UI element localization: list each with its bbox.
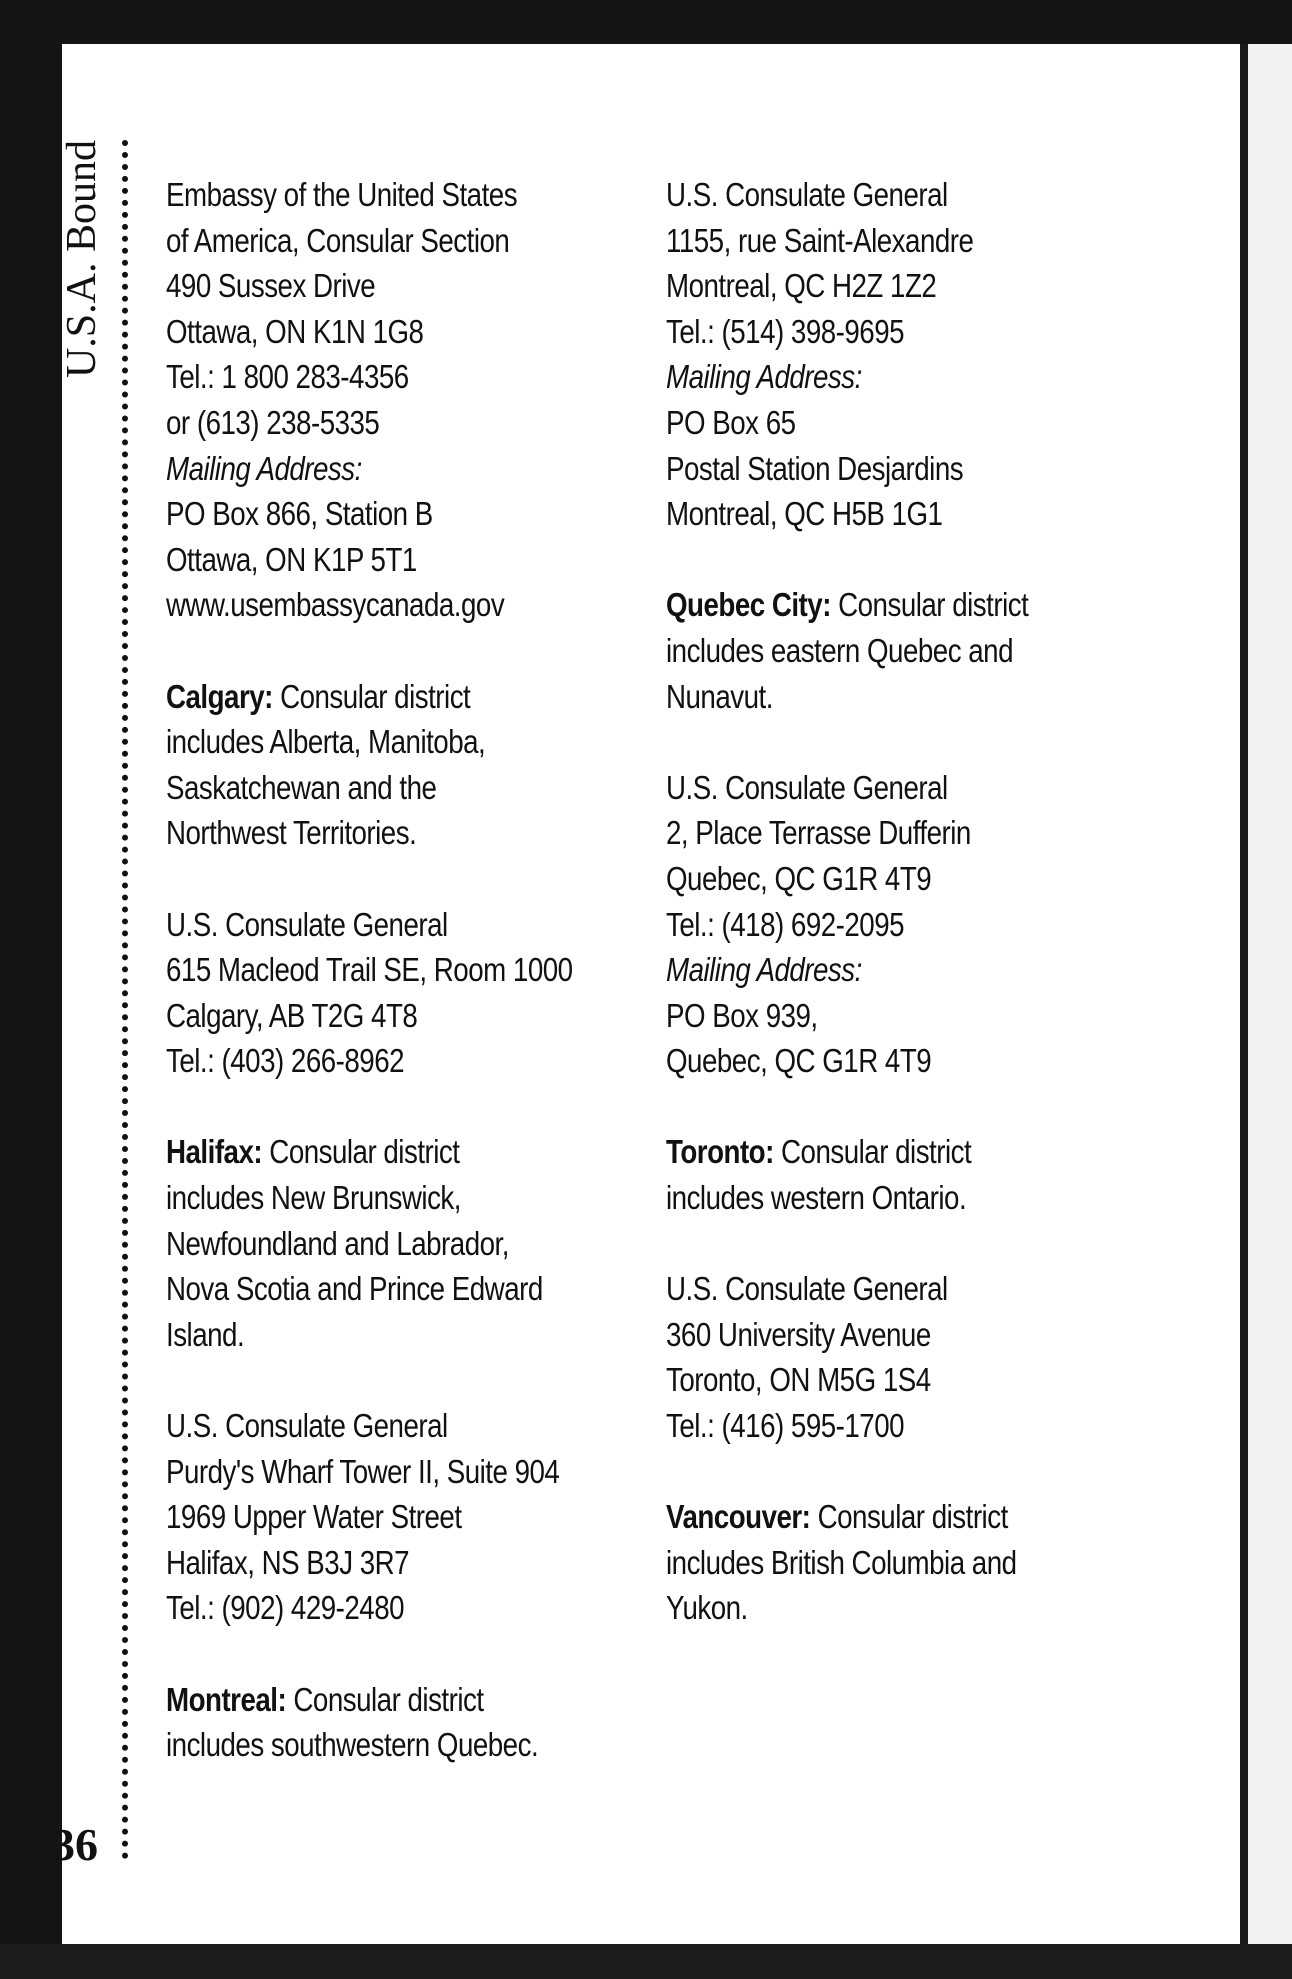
consular-district-entry [166,674,561,856]
address-line: Tel.: (418) 692-2095 [666,905,905,943]
consular-district-entry [666,1494,1061,1631]
district-text: Consular district [810,1498,1008,1536]
left-column [166,172,573,1813]
city-heading: Halifax: [166,1133,263,1171]
text-line [666,1494,1061,1540]
address-line: Tel.: (416) 595-1700 [666,1407,905,1445]
text-line [166,674,561,720]
text-line: Nova Scotia and Prince Edward [166,1270,543,1308]
page-edge-shadow [1240,44,1248,1944]
district-text: Consular district [830,586,1029,624]
consular-district-entry [166,1677,561,1768]
city-heading: Vancouver: [666,1498,811,1536]
address-line: Ottawa, ON K1N 1G8 [166,312,424,350]
address-line: Montreal, QC H2Z 1Z2 [666,267,937,305]
mailing-address-label: Mailing Address: [666,951,862,989]
running-head: U.S.A. Bound [59,140,105,379]
address-line: www.usembassycanada.gov [166,586,505,624]
mailing-address-label: Mailing Address: [166,449,362,487]
mailing-address-label: Mailing Address: [666,358,862,396]
address-line: Montreal, QC H5B 1G1 [666,495,943,533]
scan-border-bottom [0,1944,1292,1979]
text-line: Saskatchewan and the [166,768,437,806]
text-line: includes eastern Quebec and [666,631,1013,669]
consular-district-entry [166,1129,561,1357]
text-line: Northwest Territories. [166,814,417,852]
address-line: Ottawa, ON K1P 5T1 [166,540,417,578]
address-line: Purdy's Wharf Tower II, Suite 904 [166,1452,560,1490]
address-block [166,902,573,1084]
address-line: of America, Consular Section [166,221,510,259]
address-line: Tel.: 1 800 283-4356 [166,358,409,396]
address-block [666,1266,1061,1448]
address-line: 2, Place Terrasse Dufferin [666,814,971,852]
text-line: includes southwestern Quebec. [166,1726,539,1764]
address-line: U.S. Consulate General [166,905,448,943]
next-page-edge [1248,44,1292,1979]
address-block [166,172,561,628]
text-line: Nunavut. [666,677,773,715]
district-text: Consular district [262,1133,460,1171]
text-line: Newfoundland and Labrador, [166,1224,509,1262]
address-line: PO Box 866, Station B [166,495,433,533]
address-line: Postal Station Desjardins [666,449,964,487]
address-line: Quebec, QC G1R 4T9 [666,859,932,897]
city-heading: Montreal: [166,1680,287,1718]
address-line: Calgary, AB T2G 4T8 [166,996,418,1034]
address-line: U.S. Consulate General [666,1270,948,1308]
address-block [166,1403,561,1631]
address-line: Embassy of the United States [166,176,518,213]
text-line: includes Alberta, Manitoba, [166,723,486,761]
text-line [166,1129,561,1175]
text-line: includes British Columbia and [666,1543,1017,1581]
address-line: U.S. Consulate General [666,768,948,806]
address-line: or (613) 238-5335 [166,403,380,441]
address-line: Tel.: (403) 266-8962 [166,1042,405,1080]
dotted-divider [122,140,128,1860]
district-text: Consular district [773,1133,972,1171]
right-column [666,172,1061,1677]
district-text: Consular district [272,677,471,715]
city-heading: Toronto: [666,1133,774,1171]
address-line: 1155, rue Saint-Alexandre [666,221,974,259]
address-line: Tel.: (514) 398-9695 [666,312,905,350]
consular-district-entry [666,1129,1061,1220]
text-line [666,1129,1061,1175]
text-line: Yukon. [666,1589,748,1627]
text-line: Island. [166,1315,245,1353]
city-heading: Calgary: [166,677,273,715]
address-line: PO Box 939, [666,996,818,1034]
text-line [166,1677,561,1723]
page-number: 36 [52,1819,98,1870]
address-block [666,765,1061,1084]
address-line: U.S. Consulate General [666,176,948,213]
address-line: PO Box 65 [666,403,796,441]
consular-district-entry [666,582,1061,719]
address-line: 490 Sussex Drive [166,267,376,305]
address-line: Halifax, NS B3J 3R7 [166,1543,410,1581]
address-line: 360 University Avenue [666,1315,931,1353]
address-line: Toronto, ON M5G 1S4 [666,1361,931,1399]
district-text: Consular district [286,1680,484,1718]
address-line: Quebec, QC G1R 4T9 [666,1042,932,1080]
address-line: 1969 Upper Water Street [166,1498,462,1536]
text-line [666,582,1061,628]
text-line: includes western Ontario. [666,1179,967,1217]
city-heading: Quebec City: [666,586,831,624]
text-line: includes New Brunswick, [166,1179,461,1217]
address-line: 615 Macleod Trail SE, Room 1000 [166,951,573,989]
address-line: U.S. Consulate General [166,1407,448,1445]
address-block [666,172,1061,537]
address-line: Tel.: (902) 429-2480 [166,1589,405,1627]
